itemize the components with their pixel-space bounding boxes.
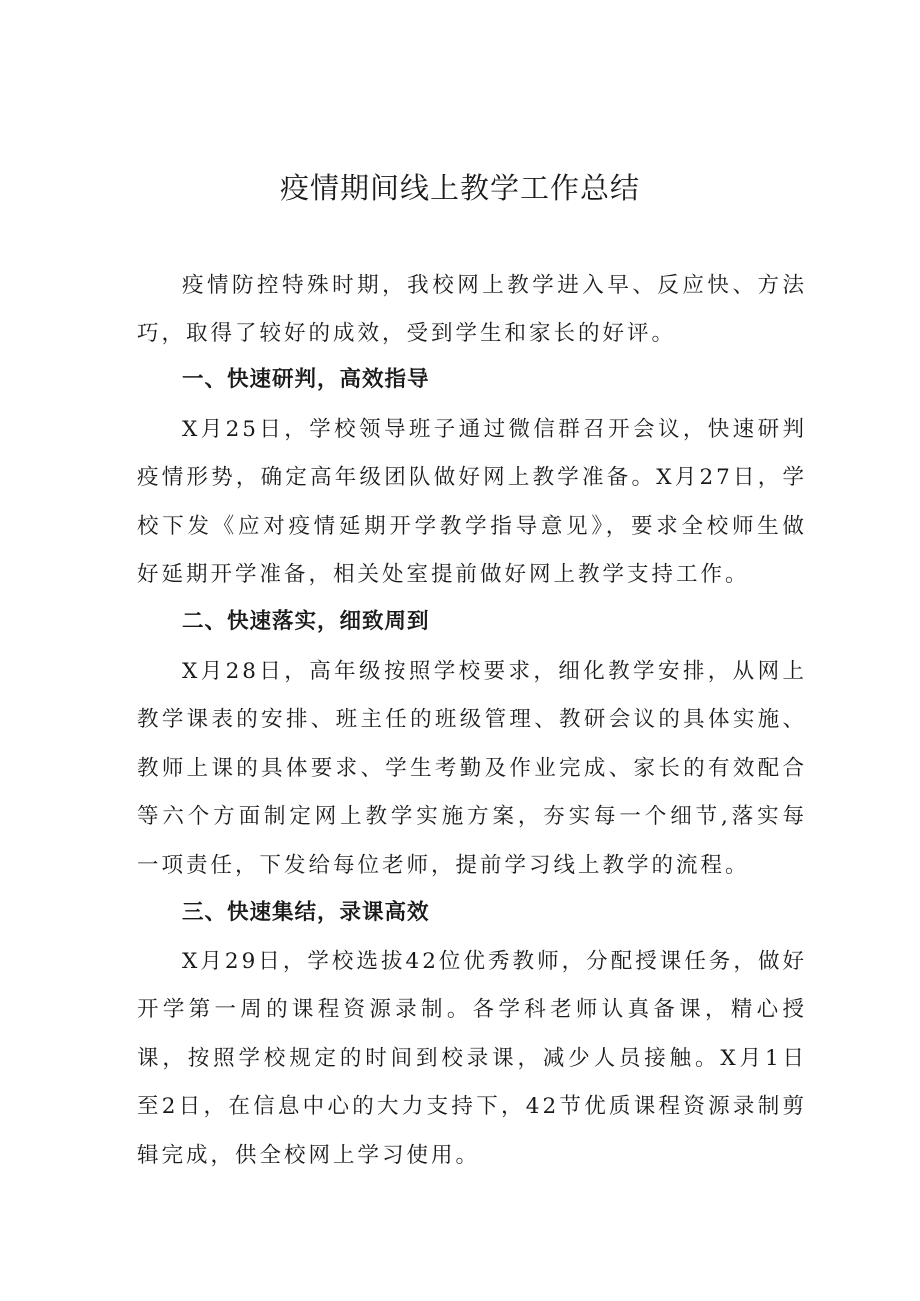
- section-heading-2: 二、快速落实，细致周到: [182, 609, 430, 634]
- section-paragraph-2: X月28日，高年级按照学校要求，细化教学安排，从网上教学课表的安排、班主任的班级管理、教研会议的具体实施、教师上课的具体要求、学生考勤及作业完成、家长的有效配合等六个方面制定网上教学实施方案，夯实每一个细节,落实每一项责任，下发给每位老师，提前学习线上教学的流程。: [137, 659, 807, 878]
- section-paragraph-3: X月29日，学校选拔42位优秀教师，分配授课任务，做好开学第一周的课程资源录制。各学科老师认真备课，精心授课，按照学校规定的时间到校录课，减少人员接触。X月1日至2日，在信息中心的大力支持下，42节优质课程资源录制剪辑完成，供全校网上学习使用。: [137, 949, 807, 1168]
- intro-paragraph: 疫情防控特殊时期，我校网上教学进入早、反应快、方法巧，取得了较好的成效，受到学生和家长的好评。: [137, 273, 807, 347]
- document-title: 疫情期间线上教学工作总结: [279, 171, 640, 205]
- section-heading-3: 三、快速集结，录课高效: [182, 900, 430, 925]
- section-heading-1: 一、快速研判，高效指导: [182, 367, 430, 392]
- section-paragraph-1: X月25日，学校领导班子通过微信群召开会议，快速研判疫情形势，确定高年级团队做好网上教学准备。X月27日，学校下发《应对疫情延期开学教学指导意见》，要求全校师生做好延期开学准备，相关处室提前做好网上教学支持工作。: [137, 417, 807, 588]
